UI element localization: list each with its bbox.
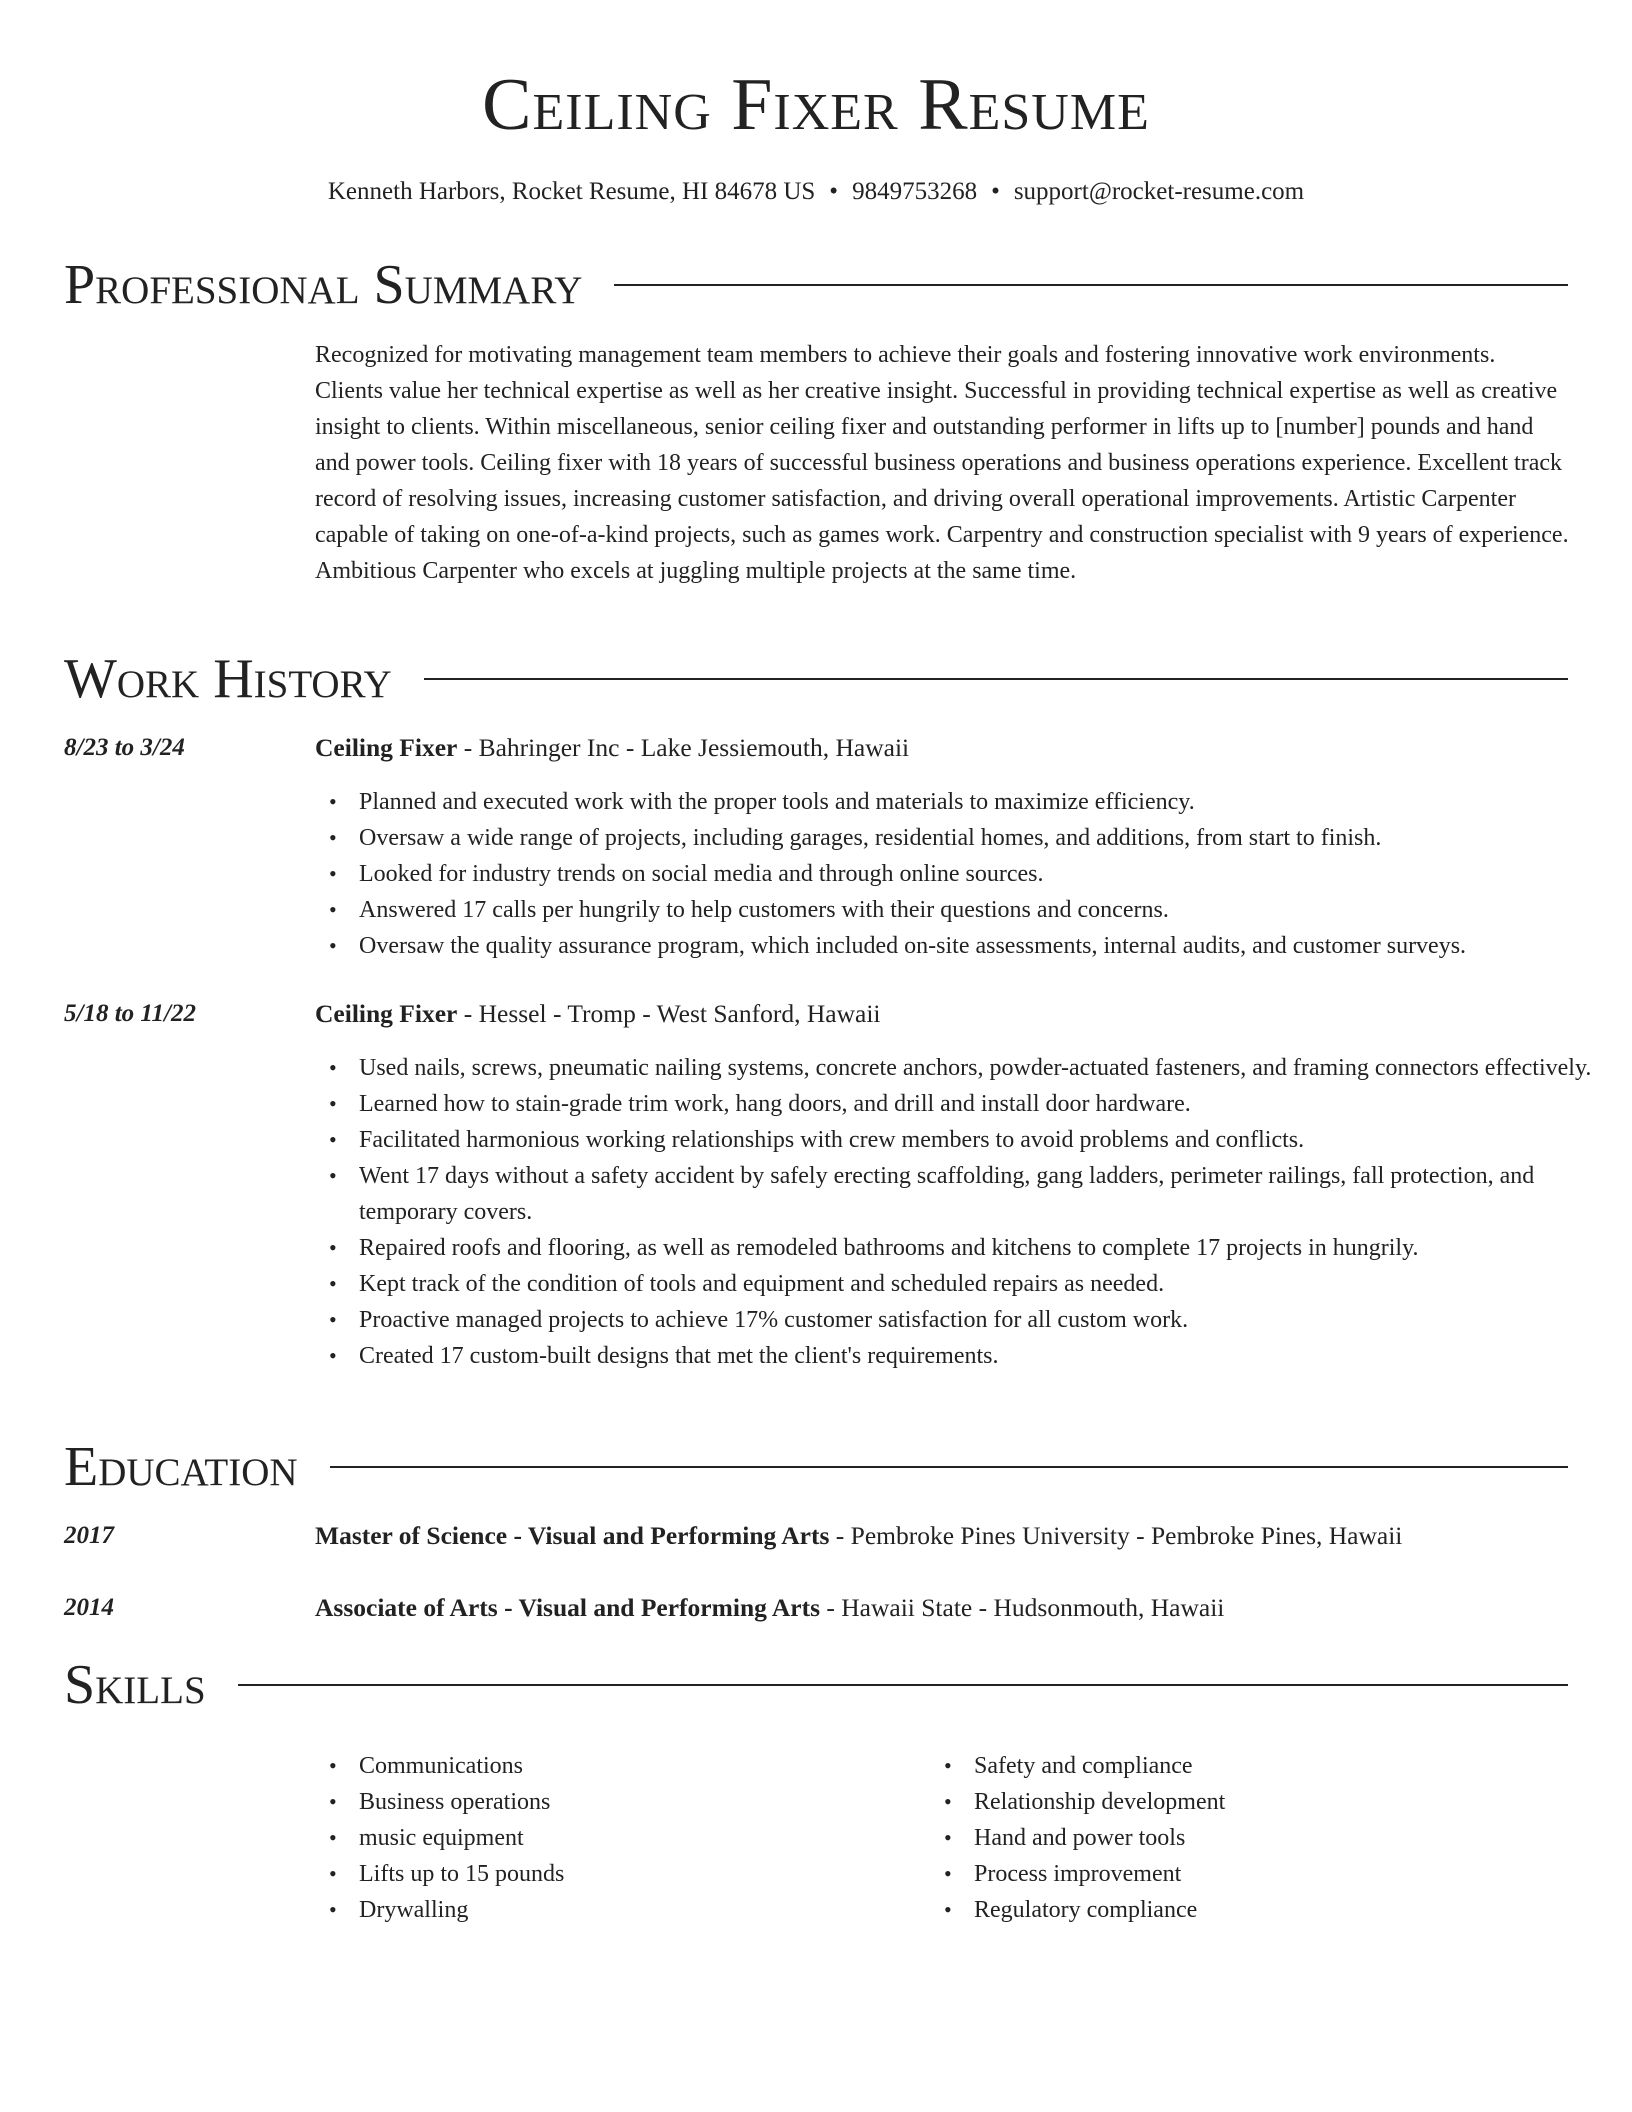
job-heading — [315, 730, 1569, 766]
education-entry — [315, 1590, 1569, 1626]
job-title: Ceiling Fixer — [315, 999, 458, 1028]
summary-heading: Professional Summary — [64, 254, 583, 316]
list-item: • Went 17 days without a safety accident by safely erecting scaffolding, gang ladders, perimeter railings, fall protection, and temporary covers. — [359, 1158, 1613, 1230]
contact-phone: 9849753268 — [852, 178, 978, 205]
contact-email: support@rocket-resume.com — [1013, 178, 1305, 205]
list-item: • Learned how to stain-grade trim work, hang doors, and drill and install door hardware. — [359, 1086, 1613, 1122]
list-item: • Repaired roofs and flooring, as well as remodeled bathrooms and kitchens to complete 17 projects in hungrily. — [359, 1230, 1613, 1266]
job-bullet-list — [315, 784, 1613, 964]
skills-section-heading — [64, 1652, 1568, 1718]
list-item: • Used nails, screws, pneumatic nailing systems, concrete anchors, powder-actuated fasteners, and framing connectors effectively. — [359, 1050, 1613, 1086]
list-item: • Kept track of the condition of tools and equipment and scheduled repairs as needed. — [359, 1266, 1613, 1302]
skills-list-left — [315, 1748, 919, 1928]
work-heading: Work History — [64, 648, 392, 710]
job-heading — [315, 996, 1569, 1032]
list-item: • Oversaw a wide range of projects, including garages, residential homes, and additions, from start to finish. — [359, 820, 1613, 856]
skill-item: • Process improvement — [974, 1856, 1574, 1892]
skill-item: • Lifts up to 15 pounds — [359, 1856, 919, 1892]
summary-section-heading — [64, 252, 1568, 318]
job-dates: 5/18 to 11/22 — [64, 1000, 196, 1027]
education-details: - Hawaii State - Hudsonmouth, Hawaii — [820, 1593, 1225, 1622]
contact-separator: • — [991, 178, 1000, 205]
skill-item: • Hand and power tools — [974, 1820, 1574, 1856]
education-year: 2017 — [64, 1522, 114, 1549]
education-year: 2014 — [64, 1594, 114, 1621]
work-section-heading — [64, 646, 1568, 712]
section-divider — [614, 284, 1568, 286]
skill-item: • Regulatory compliance — [974, 1892, 1574, 1928]
education-details: - Pembroke Pines University - Pembroke Pines, Hawaii — [829, 1521, 1403, 1550]
section-divider — [330, 1466, 1568, 1468]
job-details: - Bahringer Inc - Lake Jessiemouth, Hawaii — [457, 733, 910, 762]
skill-item: • Relationship development — [974, 1784, 1574, 1820]
contact-line — [0, 174, 1632, 210]
list-item: • Proactive managed projects to achieve 17% customer satisfaction for all custom work. — [359, 1302, 1613, 1338]
job-bullet-list — [315, 1050, 1613, 1374]
education-section-heading — [64, 1434, 1568, 1500]
resume-title: Ceiling Fixer Resume — [482, 64, 1150, 146]
skill-item: • Business operations — [359, 1784, 919, 1820]
skill-item: • Safety and compliance — [974, 1748, 1574, 1784]
summary-text: Recognized for motivating management team members to achieve their goals and fostering innovative work environments. Clients value her technical expertise as well as her creative insight. Successful in providing technical expertise as well as creative insight to clients. Within miscellaneous, senior ceiling fixer and outstanding performer in lifts up to [number] pounds and hand and power tools. Ceiling fixer with 18 years of successful business operations and business operations experience. Excellent track record of resolving issues, increasing customer satisfaction, and driving overall operational improvements. Artistic Carpenter capable of taking on one-of-a-kind projects, such as games work. Carpentry and construction specialist with 9 years of experience. Ambitious Carpenter who excels at juggling multiple projects at the same time. — [315, 342, 1569, 584]
skills-list-right — [930, 1748, 1574, 1928]
list-item: • Planned and executed work with the proper tools and materials to maximize efficiency. — [359, 784, 1613, 820]
education-degree: Master of Science - Visual and Performing Arts — [315, 1521, 830, 1550]
contact-address: Kenneth Harbors, Rocket Resume, HI 84678 US — [327, 178, 816, 205]
skills-heading: Skills — [64, 1654, 206, 1716]
job-dates: 8/23 to 3/24 — [64, 734, 185, 761]
education-degree: Associate of Arts - Visual and Performing Arts — [315, 1593, 820, 1622]
job-title: Ceiling Fixer — [315, 733, 458, 762]
list-item: • Created 17 custom-built designs that met the client's requirements. — [359, 1338, 1613, 1374]
education-entry — [315, 1518, 1569, 1554]
job-details: - Hessel - Tromp - West Sanford, Hawaii — [457, 999, 881, 1028]
contact-separator: • — [829, 178, 839, 205]
list-item: • Facilitated harmonious working relationships with crew members to avoid problems and conflicts. — [359, 1122, 1613, 1158]
list-item: • Oversaw the quality assurance program, which included on-site assessments, internal audits, and customer surveys. — [359, 928, 1613, 964]
skill-item: • Communications — [359, 1748, 919, 1784]
skill-item: • music equipment — [359, 1820, 919, 1856]
section-divider — [238, 1684, 1568, 1686]
section-divider — [424, 678, 1568, 680]
list-item: • Looked for industry trends on social media and through online sources. — [359, 856, 1613, 892]
education-heading: Education — [64, 1436, 298, 1498]
list-item: • Answered 17 calls per hungrily to help customers with their questions and concerns. — [359, 892, 1613, 928]
skill-item: • Drywalling — [359, 1892, 919, 1928]
